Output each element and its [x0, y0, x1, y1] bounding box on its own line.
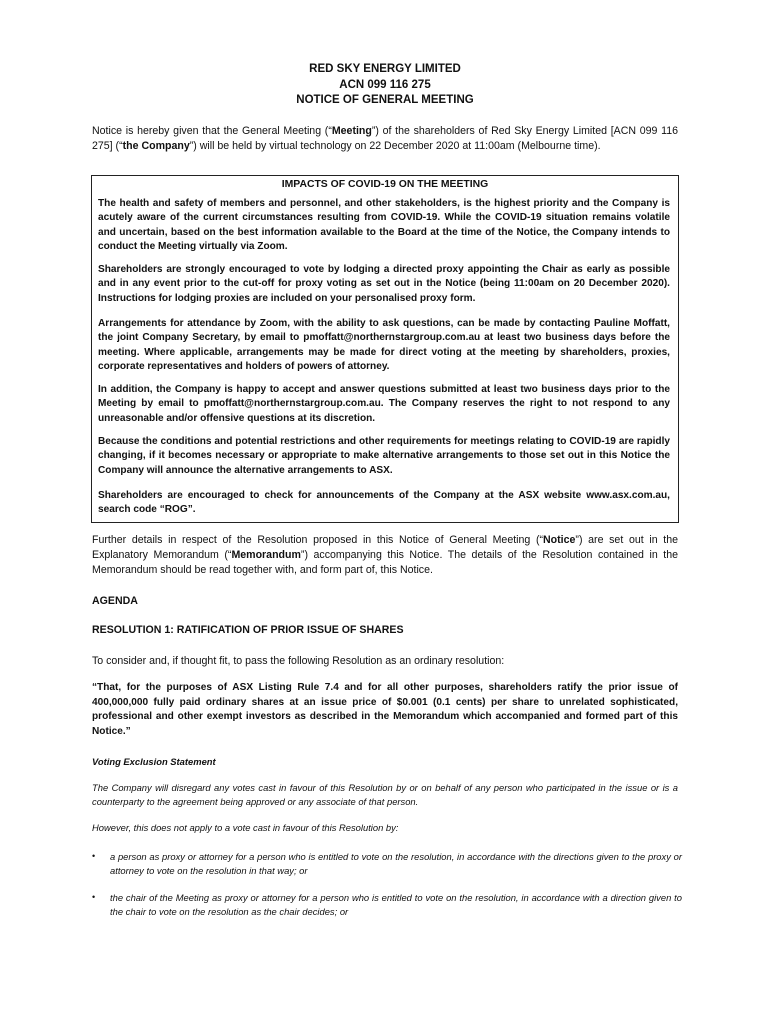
company-term: the Company — [122, 140, 190, 152]
covid-paragraph-6: Shareholders are encouraged to check for announcements of the Company at the ASX website www.asx.com.au, search code “ROG”. — [98, 490, 670, 516]
intro-paragraph — [92, 124, 678, 154]
further-text-2: ”) are set out in the Explanatory Memorandum (“ — [92, 534, 678, 561]
voting-bullet-item — [92, 891, 682, 918]
covid-paragraph-5: Because the conditions and potential restrictions and other requirements for meetings relating to COVID-19 are rapidly changing, if it becomes necessary or appropriate to make alternative arrangements to those set out in this Notice the Company will announce the alternative arrangements to ASX. — [98, 436, 670, 476]
notice-title: NOTICE OF GENERAL MEETING — [296, 94, 474, 106]
resolution-heading: RESOLUTION 1: RATIFICATION OF PRIOR ISSUE OF SHARES — [92, 624, 404, 636]
consider-paragraph: To consider and, if thought fit, to pass the following Resolution as an ordinary resolution: — [92, 655, 505, 667]
bullet-text: a person as proxy or attorney for a person who is entitled to vote on the resolution, in accordance with the directions given to the proxy or attorney to vote on the resolution in that way; or — [110, 851, 682, 876]
covid-paragraph-4: In addition, the Company is happy to accept and answer questions submitted at least two business days prior to the Meeting by email to pmoffatt@northernstargroup.com.au. The Company reserves the right to not respond to any unreasonable and/or offensive questions at its discretion. — [98, 384, 670, 424]
covid-box-title: IMPACTS OF COVID-19 ON THE MEETING — [281, 179, 489, 190]
covid-paragraph-1: The health and safety of members and personnel, and other stakeholders, is the highest priority and the Company is acutely aware of the current circumstances resulting from COVID-19. While the COVID-19 situation remains volatile and uncertain, based on the best information available to the Board at the time of the Notice, the Company intends to conduct the Meeting virtually via Zoom. — [98, 198, 670, 252]
resolution-text: “That, for the purposes of ASX Listing Rule 7.4 and for all other purposes, shareholders ratify the prior issue of 400,000,000 fully paid ordinary shares at an issue price of $0.001 (0.1 cents) per share to unrelated sophisticated, professional and other exempt investors as described in the Memorandum which accompanied and formed part of this Notice.” — [92, 682, 678, 737]
company-name: RED SKY ENERGY LIMITED — [309, 63, 461, 75]
voting-disregard-paragraph: The Company will disregard any votes cast in favour of this Resolution by or on behalf of any person who participated in the issue or is a counterparty to the agreement being approved or any associate of that person. — [92, 782, 678, 807]
intro-text-3: ”) will be held by virtual technology on 22 December 2020 at 11:00am (Melbourne time). — [189, 140, 601, 152]
document-title-block — [0, 62, 770, 109]
covid-paragraph-3: Arrangements for attendance by Zoom, with the ability to ask questions, can be made by contacting Pauline Moffatt, the joint Company Secretary, by email to pmoffatt@northernstargroup.com.au at least two business days before the meeting. Where applicable, arrangements may be made for direct voting at the meeting by shareholders, proxies, corporate representatives and holders of powers of attorney. — [98, 318, 670, 372]
agenda-heading: AGENDA — [92, 595, 138, 607]
bullet-icon: • — [92, 892, 96, 902]
voting-however-paragraph: However, this does not apply to a vote cast in favour of this Resolution by: — [92, 822, 399, 833]
bullet-icon: • — [92, 851, 96, 861]
intro-text-1: Notice is hereby given that the General Meeting (“ — [92, 125, 332, 137]
voting-bullet-item — [92, 850, 682, 877]
memorandum-term: Memorandum — [231, 549, 301, 561]
intro-text-2: ”) of the shareholders of Red Sky Energy Limited [ACN 099 116 275] (“ — [92, 125, 678, 152]
bullet-text: the chair of the Meeting as proxy or attorney for a person who is entitled to vote on the resolution, in accordance with a direction given to the chair to vote on the resolution as the chair decides; or — [110, 892, 682, 917]
notice-term: Notice — [543, 534, 576, 546]
covid-paragraph-2: Shareholders are strongly encouraged to vote by lodging a directed proxy appointing the Chair as early as possible and in any event prior to the cut-off for proxy voting as set out in the Notice (being 11:00am on 20 December 2020). Instructions for lodging proxies are included on your personalised proxy form. — [98, 264, 670, 304]
covid-impacts-box — [91, 175, 679, 523]
company-acn: ACN 099 116 275 — [339, 78, 431, 91]
further-text-3: ”) accompanying this Notice. The details of the Resolution contained in the Memorandum should be read together with, and form part of, this Notice. — [92, 549, 678, 576]
meeting-term: Meeting — [331, 125, 372, 137]
further-details-paragraph — [92, 533, 678, 578]
voting-exclusion-heading: Voting Exclusion Statement — [92, 756, 216, 767]
further-text-1: Further details in respect of the Resolution proposed in this Notice of General Meeting (“ — [92, 534, 544, 546]
